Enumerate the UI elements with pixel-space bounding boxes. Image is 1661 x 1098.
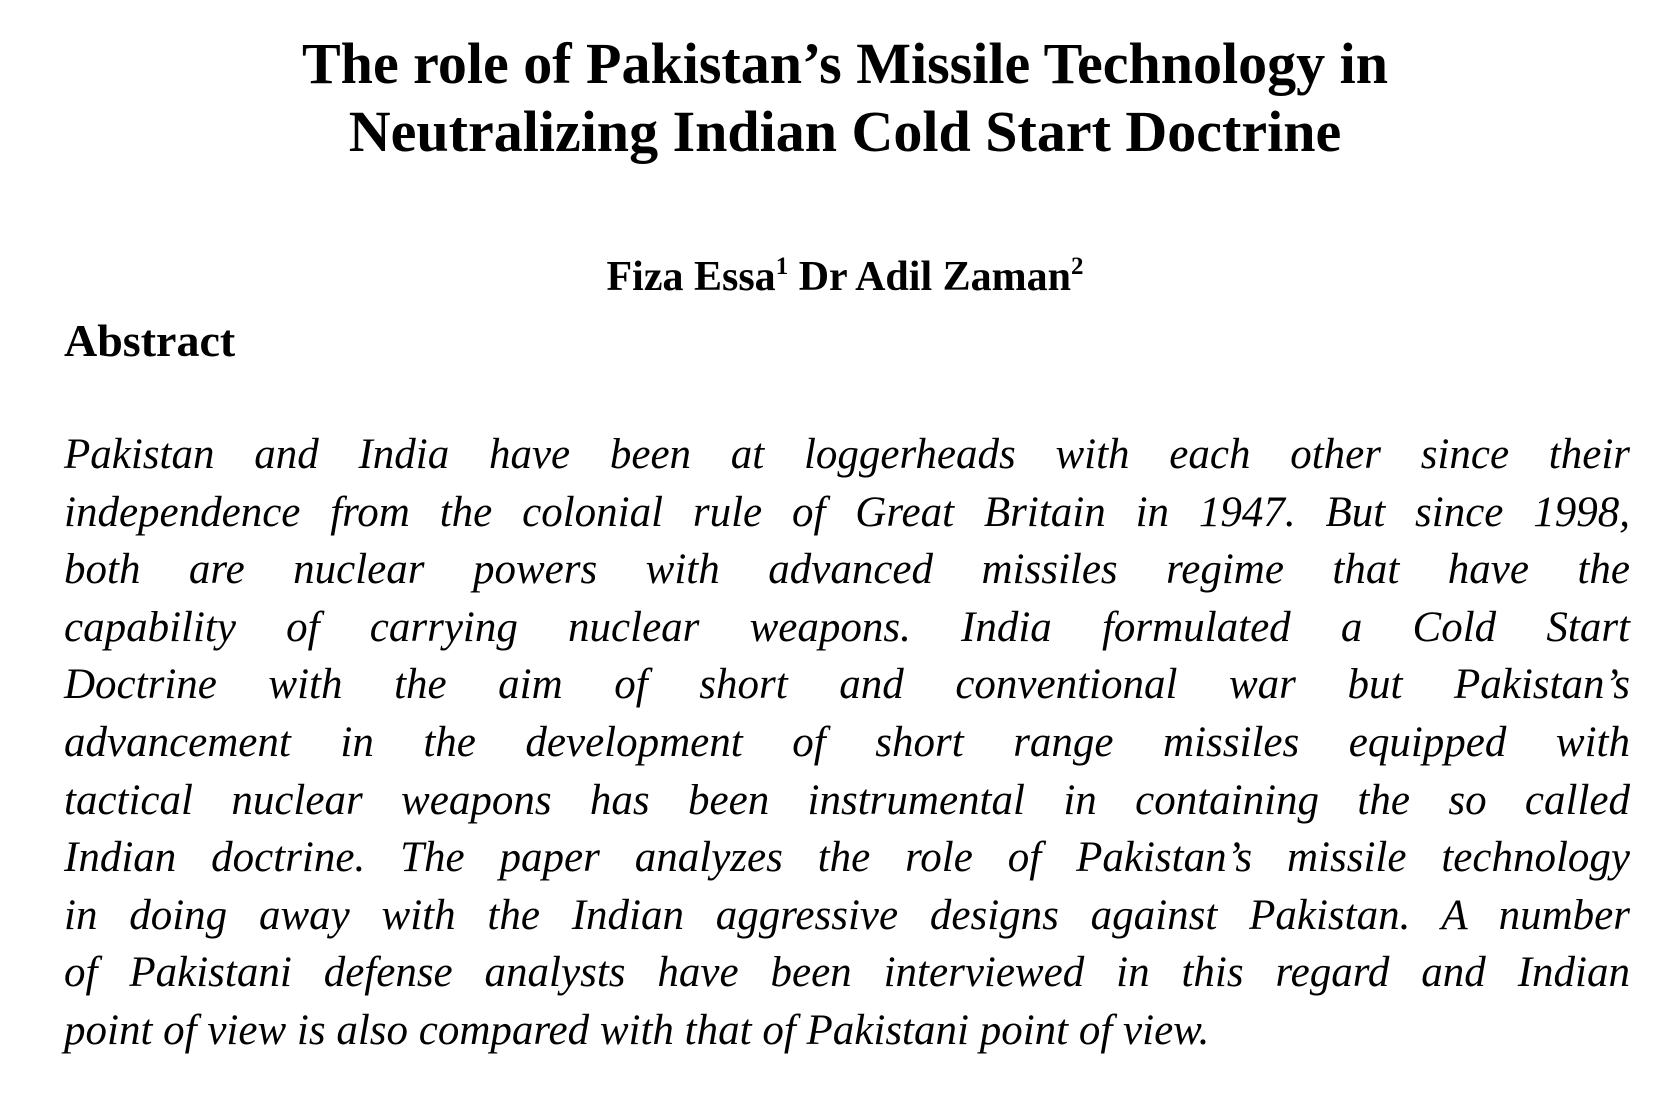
abstract-line: Indian doctrine. The paper analyzes the role of Pakistan’s missile technology bbox=[64, 834, 1630, 882]
abstract-line-last: point of view is also compared with that of Pakistani point of view. bbox=[64, 1006, 1210, 1054]
abstract-line: advancement in the development of short range missiles equipped with bbox=[64, 718, 1630, 766]
abstract-line: both are nuclear powers with advanced missiles regime that have the bbox=[64, 546, 1630, 594]
abstract-line: capability of carrying nuclear weapons. India formulated a Cold Start bbox=[64, 603, 1630, 651]
author-1-affiliation-mark: 1 bbox=[775, 253, 789, 280]
abstract-heading: Abstract bbox=[64, 315, 236, 366]
paper-title bbox=[0, 30, 1661, 166]
paper-title-line-1: The role of Pakistan’s Missile Technology in bbox=[302, 31, 1388, 96]
abstract-line: in doing away with the Indian aggressive designs against Pakistan. A number bbox=[64, 891, 1630, 939]
abstract-line: independence from the colonial rule of Great Britain in 1947. But since 1998, bbox=[64, 488, 1630, 536]
author-2-name: Dr Adil Zaman bbox=[798, 254, 1071, 300]
author-1-name: Fiza Essa bbox=[606, 254, 776, 300]
author-line bbox=[0, 252, 1661, 302]
paper-title-line-2: Neutralizing Indian Cold Start Doctrine bbox=[348, 99, 1342, 164]
abstract-line: of Pakistani defense analysts have been interviewed in this regard and Indian bbox=[64, 949, 1630, 997]
abstract-line: Doctrine with the aim of short and conventional war but Pakistan’s bbox=[64, 661, 1630, 709]
abstract-body bbox=[64, 426, 1630, 1060]
author-2-affiliation-mark: 2 bbox=[1070, 253, 1084, 280]
abstract-line: Pakistan and India have been at loggerheads with each other since their bbox=[64, 431, 1630, 478]
abstract-line: tactical nuclear weapons has been instrumental in containing the so called bbox=[64, 776, 1630, 824]
